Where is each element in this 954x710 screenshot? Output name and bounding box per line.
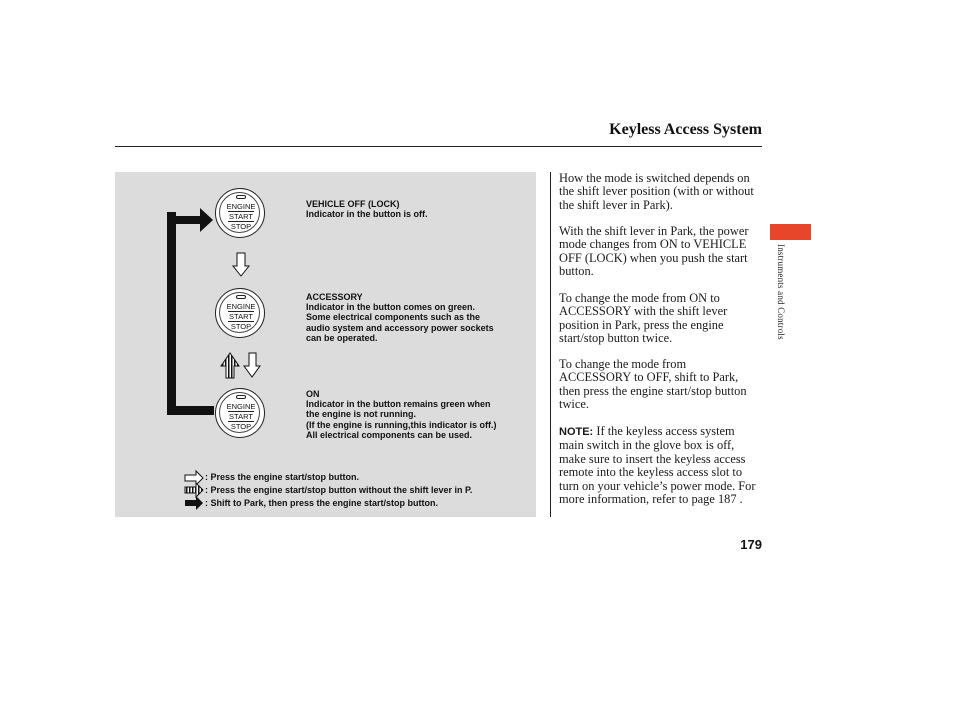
button-label-start: START bbox=[229, 312, 253, 321]
legend-item-shift-park: : Shift to Park, then press the engine start/stop button. bbox=[205, 498, 439, 508]
legend-item-press-not-park: : Press the engine start/stop button without the shift lever in P. bbox=[205, 485, 473, 495]
mode-line: Indicator in the button remains green when bbox=[306, 399, 491, 410]
mode-line: can be operated. bbox=[306, 332, 378, 343]
column-divider bbox=[550, 172, 551, 517]
button-label-start: START bbox=[229, 412, 253, 421]
note-paragraph bbox=[559, 425, 759, 506]
button-label-stop: STOP bbox=[230, 222, 252, 231]
paragraph: To change the mode from ACCESSORY to OFF, shift to Park, then press the engine start/stop button twice. bbox=[559, 357, 747, 412]
button-label-stop: STOP bbox=[230, 422, 252, 431]
button-label-start: START bbox=[229, 212, 253, 221]
page-title: Keyless Access System bbox=[609, 121, 762, 138]
button-label-engine: ENGINE bbox=[226, 402, 256, 411]
button-label-engine: ENGINE bbox=[226, 202, 256, 211]
note-text: If the keyless access system main switch in the glove box is off, make sure to insert the keyless access remote into the keyless access slot to turn on your vehicle’s power mode. For more information, refer to page 187 . bbox=[559, 424, 756, 507]
mode-line: Indicator in the button comes on green. bbox=[306, 302, 476, 313]
paragraph: How the mode is switched depends on the shift lever position (with or without the shift lever in Park). bbox=[559, 171, 754, 212]
paragraph: To change the mode from ON to ACCESSORY with the shift lever position in Park, press the engine start/stop button twice. bbox=[559, 291, 728, 346]
button-label-engine: ENGINE bbox=[226, 302, 256, 311]
mode-title: VEHICLE OFF (LOCK) bbox=[306, 199, 400, 209]
button-label-stop: STOP bbox=[230, 322, 252, 331]
mode-line: Some electrical components such as the bbox=[306, 312, 481, 323]
mode-line: audio system and accessory power sockets bbox=[306, 322, 494, 333]
page-number: 179 bbox=[740, 537, 762, 552]
mode-title: ACCESSORY bbox=[306, 292, 363, 302]
legend-item-press: : Press the engine start/stop button. bbox=[205, 472, 360, 482]
mode-line: All electrical components can be used. bbox=[306, 429, 473, 440]
mode-line: (If the engine is running,this indicator is off.) bbox=[306, 419, 497, 430]
note-label: NOTE: bbox=[559, 426, 594, 438]
mode-line: Indicator in the button is off. bbox=[306, 209, 428, 220]
paragraph: With the shift lever in Park, the power mode changes from ON to VEHICLE OFF (LOCK) when you push the start button. bbox=[559, 224, 749, 279]
mode-line: the engine is not running. bbox=[306, 409, 416, 420]
mode-title: ON bbox=[306, 389, 320, 399]
section-label: Instruments and Controls bbox=[776, 244, 786, 340]
